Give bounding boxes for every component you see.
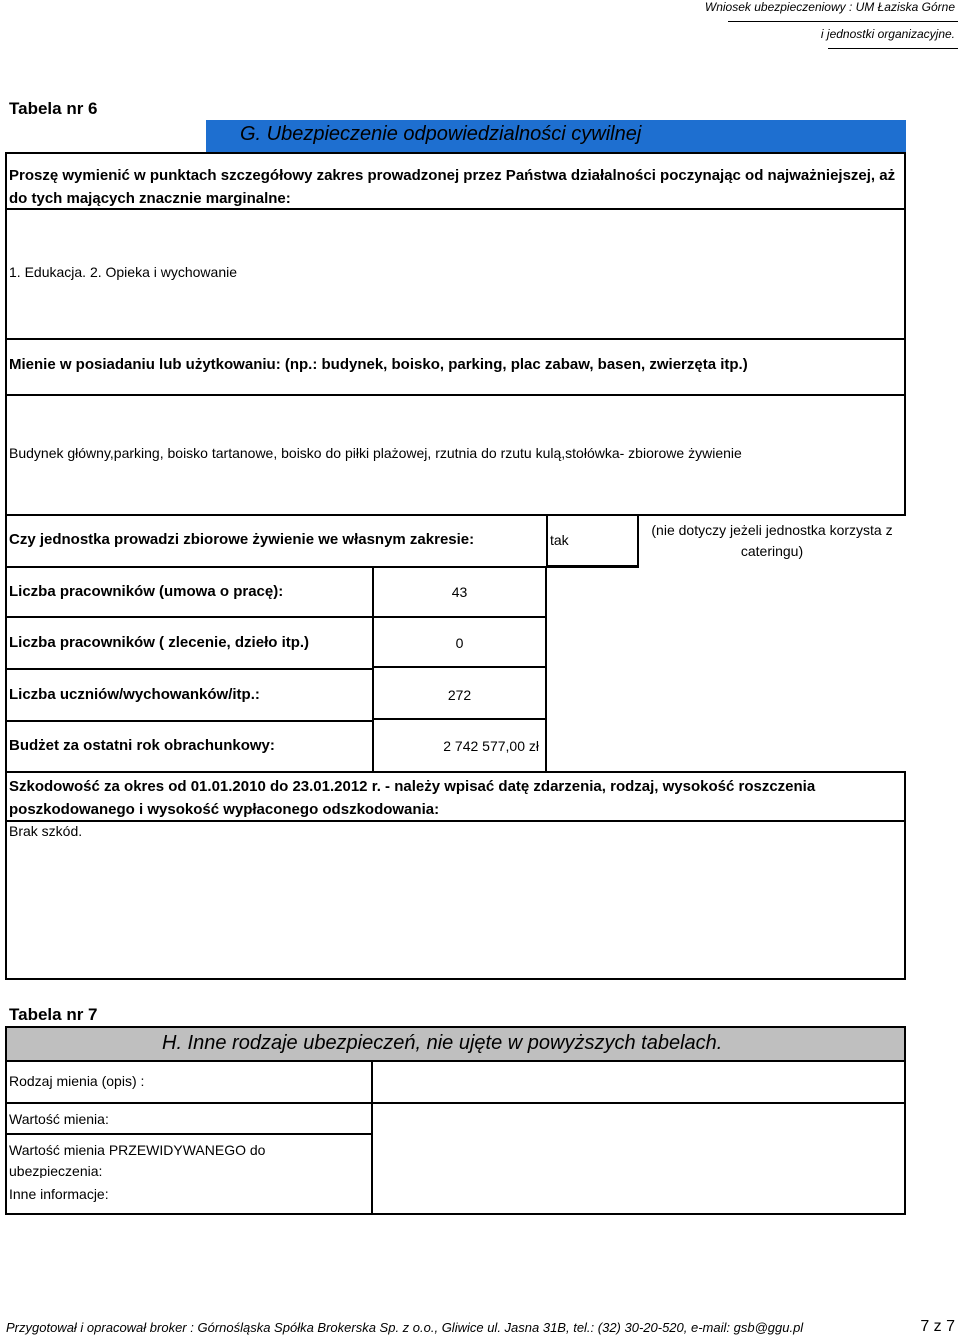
budget-value: 2 742 577,00 zł	[443, 738, 539, 754]
students-value: 272	[447, 687, 472, 703]
catering-value: tak	[550, 532, 569, 548]
divider	[5, 720, 372, 722]
catering-note: (nie dotyczy jeżeli jednostka korzysta z cateringu)	[651, 522, 893, 559]
divider	[5, 820, 906, 822]
property-value: Budynek główny,parking, boisko tartanowe, boisko do piłki plażowej, rzutnia do rzutu kulą,stołówka- zbiorowe żywienie	[9, 445, 742, 461]
activities-value: 1. Edukacja. 2. Opieka i wychowanie	[9, 264, 238, 280]
table6-title: G. Ubezpieczenie odpowiedzialności cywilnej	[240, 123, 642, 145]
table7-row-label: Wartość mienia PRZEWIDYWANEGO do ubezpieczenia:	[9, 1142, 266, 1178]
divider	[5, 208, 906, 210]
claims-value: Brak szkód.	[9, 823, 83, 839]
divider	[5, 1102, 906, 1104]
property-label: Mienie w posiadaniu lub użytkowaniu: (np.: budynek, boisko, parking, plac zabaw, basen, zwierzęta itp.)	[9, 356, 748, 373]
table7-label: Tabela nr 7	[9, 1005, 98, 1024]
table7-row-label: Wartość mienia:	[9, 1111, 109, 1127]
divider	[5, 1133, 371, 1135]
employees-label: Liczba pracowników (umowa o pracę):	[9, 583, 284, 600]
employees-value: 43	[451, 584, 468, 600]
table7-row-label: Inne informacje:	[9, 1186, 109, 1202]
table6-label: Tabela nr 6	[9, 99, 98, 118]
contractors-value: 0	[455, 635, 464, 651]
budget-label: Budżet za ostatni rok obrachunkowy:	[9, 737, 275, 754]
divider	[5, 338, 906, 340]
divider	[5, 394, 906, 396]
divider	[5, 668, 372, 670]
table7-column-divider	[371, 1060, 373, 1215]
table7-row-label: Rodzaj mienia (opis) :	[9, 1073, 145, 1089]
page-number: 7 z 7	[920, 1318, 955, 1335]
catering-label: Czy jednostka prowadzi zbiorowe żywienie we własnym zakresie:	[9, 531, 475, 548]
activity-question: Proszę wymienić w punktach szczegółowy zakres prowadzonej przez Państwa działalności poczynając od najważniejszej, aż do tych mających znacznie marginalne:	[9, 167, 896, 207]
table7-title: H. Inne rodzaje ubezpieczeń, nie ujęte w powyższych tabelach.	[162, 1032, 723, 1054]
divider	[5, 616, 372, 618]
claims-label: Szkodowość za okres od 01.01.2010 do 23.01.2012 r. - należy wpisać datę zdarzenia, rodzaj, wysokość roszczenia poszkodowanego i wysokość wypłaconego odszkodowania:	[9, 778, 816, 818]
left-border	[5, 514, 7, 772]
header-divider-2	[828, 48, 958, 49]
header-subtitle: i jednostki organizacyjne.	[820, 27, 955, 41]
footer-text: Przygotował i opracował broker : Górnośląska Spółka Brokerska Sp. z o.o., Gliwice ul. Jasna 31B, tel.: (32) 30-20-520, e-mail: gsb@ggu.pl	[6, 1320, 804, 1335]
header-divider	[728, 21, 958, 22]
header-title: Wniosek ubezpieczeniowy : UM Łaziska Górne	[704, 0, 955, 14]
contractors-label: Liczba pracowników ( zlecenie, dzieło itp.)	[9, 634, 310, 651]
students-label: Liczba uczniów/wychowanków/itp.:	[9, 686, 260, 703]
